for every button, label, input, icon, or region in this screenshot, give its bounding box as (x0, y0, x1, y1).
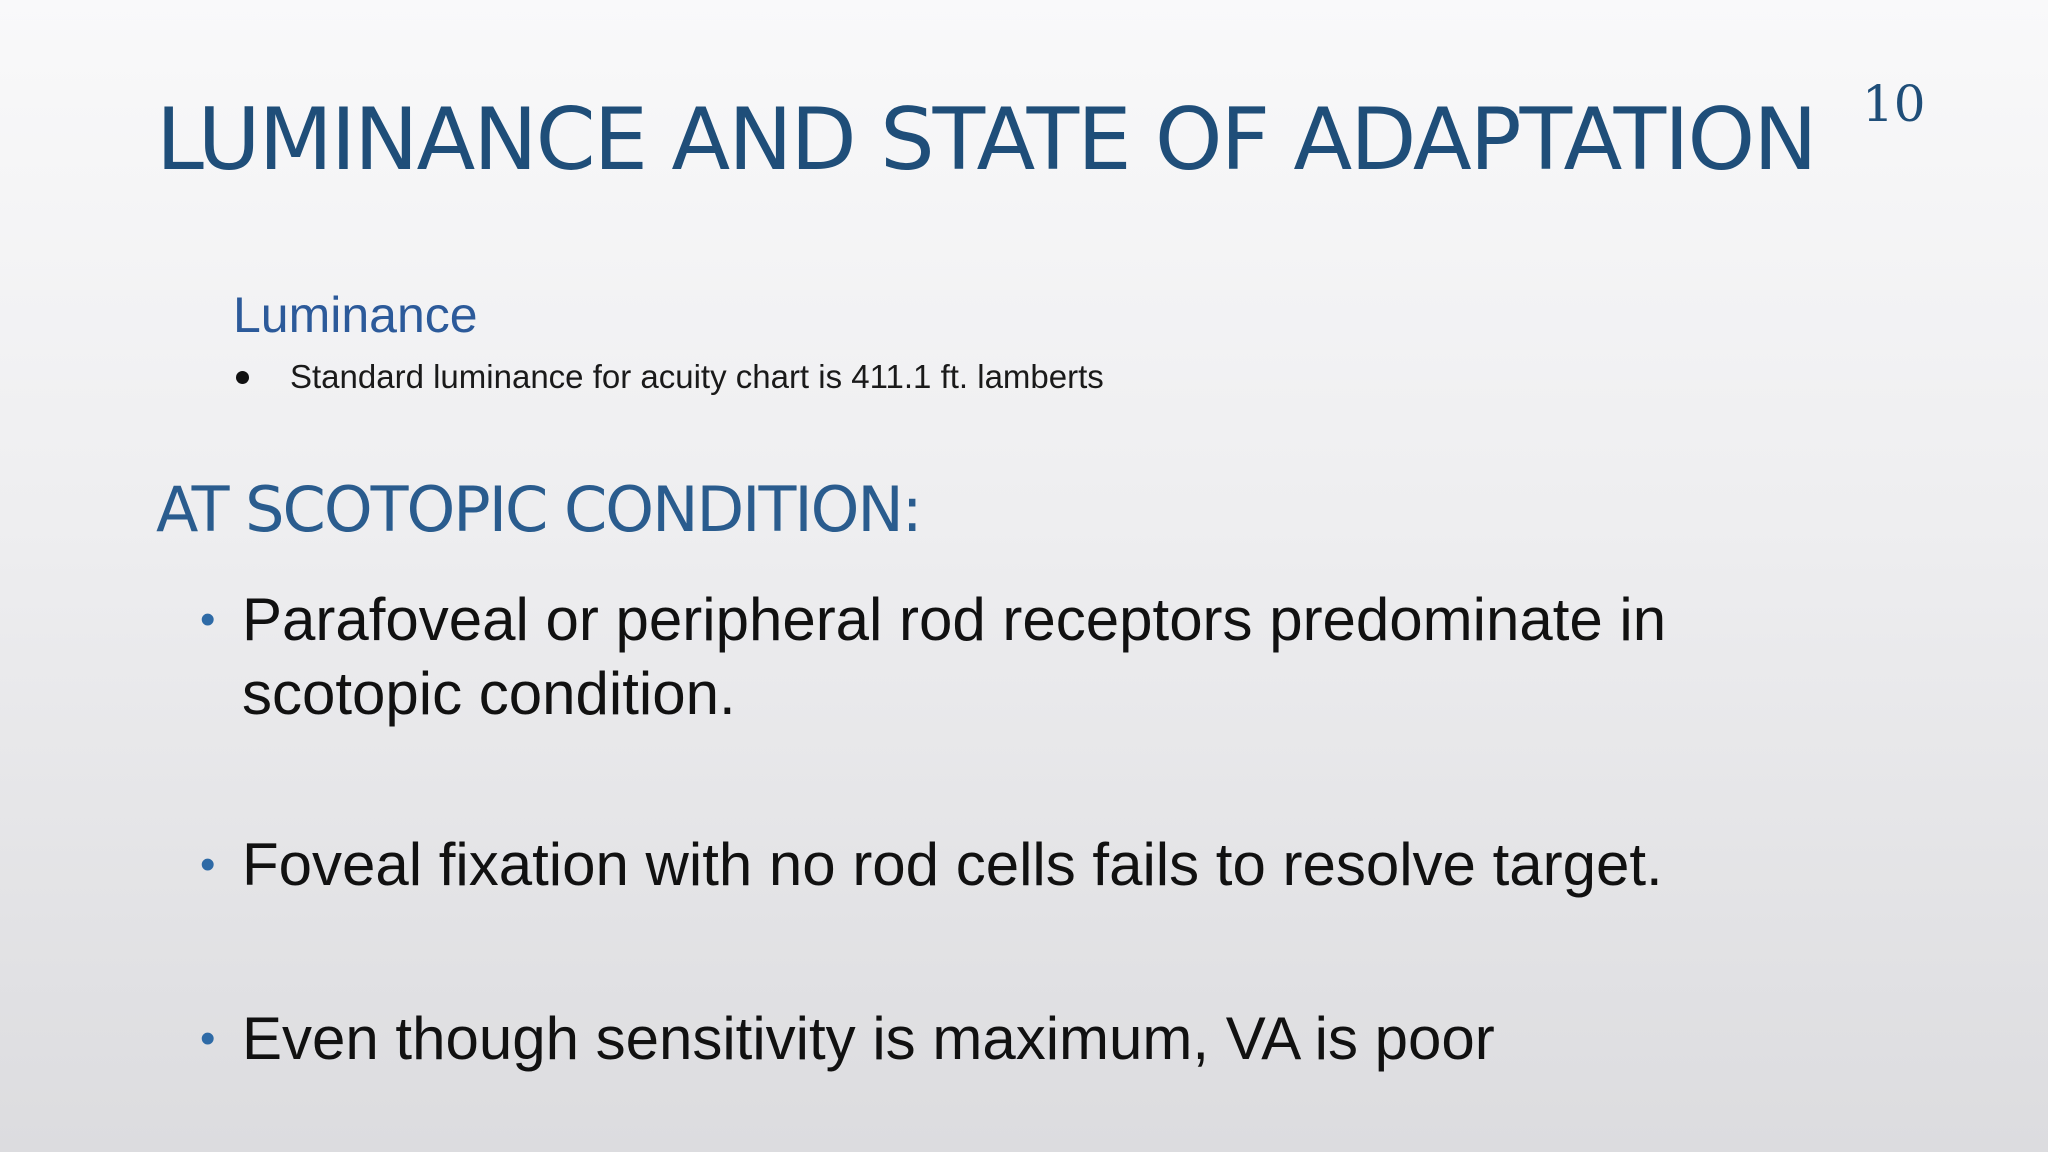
scotopic-section-heading: AT SCOTOPIC CONDITION: (156, 473, 921, 546)
slide-title: LUMINANCE AND STATE OF ADAPTATION (156, 90, 1816, 190)
luminance-bullet-text: Standard luminance for acuity chart is 411.1 ft. lamberts (290, 358, 1104, 395)
bullet-item-3 (200, 1002, 1802, 1076)
luminance-subheading: Luminance (233, 287, 478, 343)
bullet-text-2: Foveal fixation with no rod cells fails to resolve target. (242, 831, 1663, 898)
luminance-bullet (233, 354, 1104, 400)
bullet-marker-icon: • (200, 595, 216, 644)
bullet-marker-icon: • (200, 1014, 216, 1063)
bullet-item-2 (200, 828, 1802, 902)
bullet-text-3: Even though sensitivity is maximum, VA is poor (242, 1005, 1495, 1072)
bullet-text-1: Parafoveal or peripheral rod receptors predominate in scotopic condition. (242, 586, 1667, 727)
slide-number: 10 (1862, 75, 1926, 133)
bullet-marker-icon: • (200, 840, 216, 889)
bullet-dot-icon (236, 371, 249, 384)
bullet-item-1 (200, 583, 1802, 731)
